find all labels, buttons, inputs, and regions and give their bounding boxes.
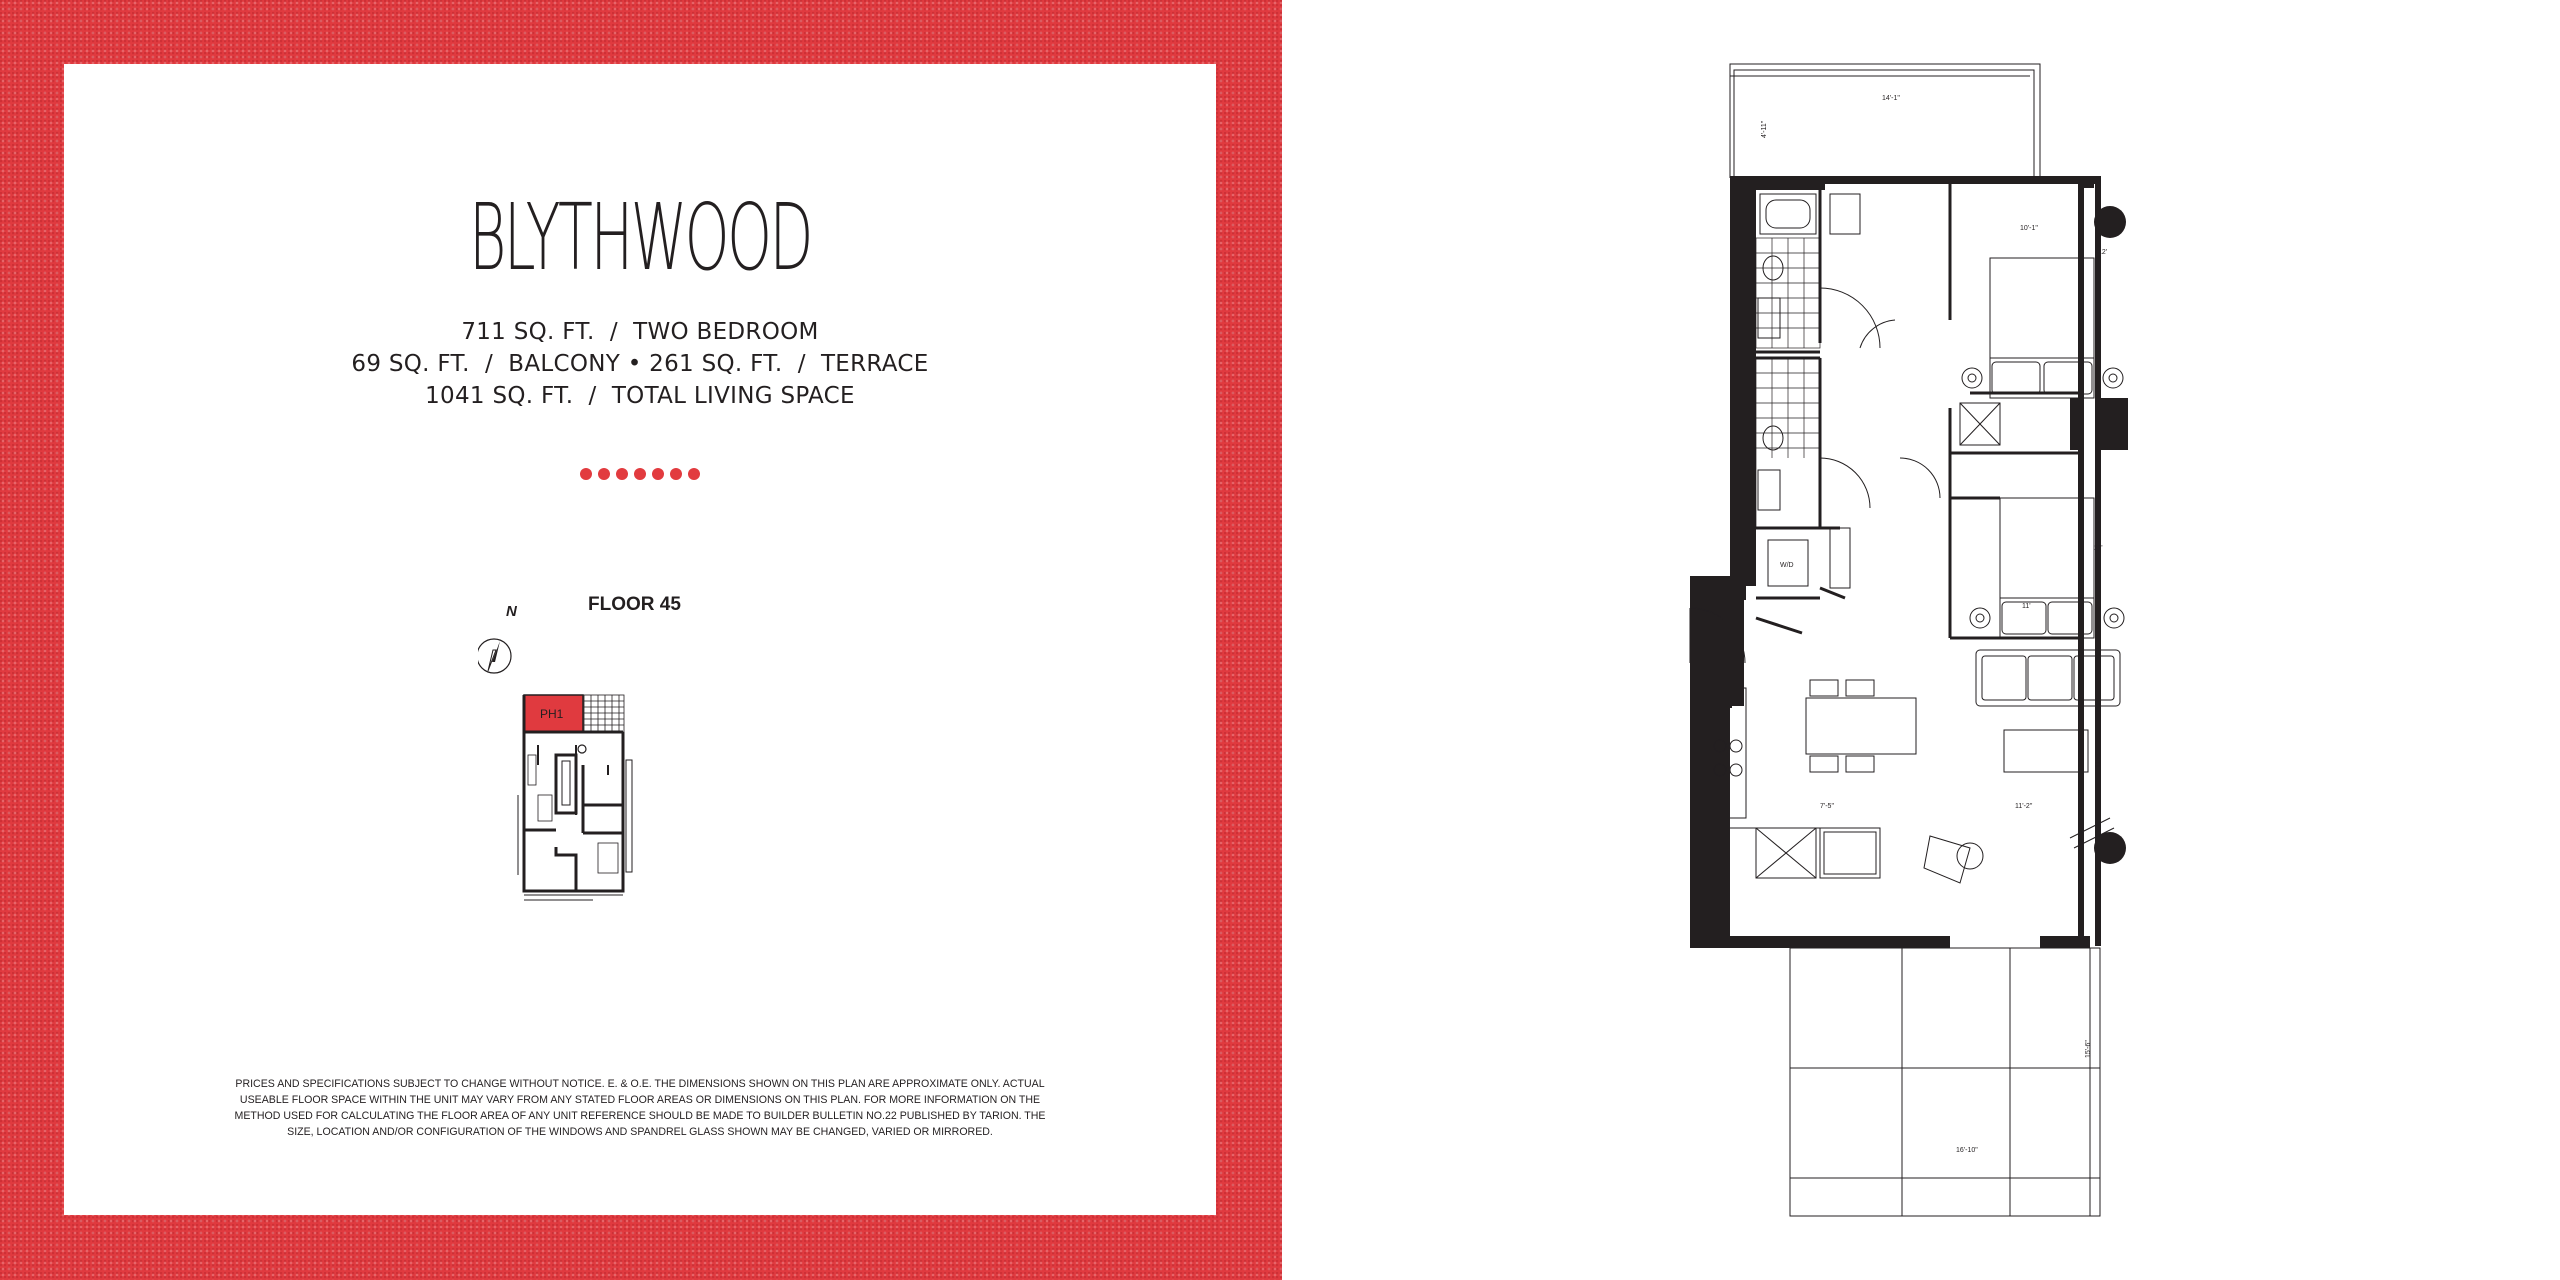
dimension-label: 11' xyxy=(2022,603,2031,610)
dimension-label: 10'-1" xyxy=(2020,225,2038,232)
unit-spec-size: 711 SQ. FT. / TWO BEDROOM xyxy=(461,319,819,345)
disclaimer-line: USEABLE FLOOR SPACE WITHIN THE UNIT MAY VARY FROM ANY STATED FLOOR AREAS OR DIMENSIONS ON THIS PLAN. FOR MORE INFORMATION ON THE xyxy=(239,1094,1041,1106)
disclaimer-line: SIZE, LOCATION AND/OR CONFIGURATION OF THE WINDOWS AND SPANDREL GLASS SHOWN MAY BE CHANGED, VARIED OR MIRRORED. xyxy=(287,1126,993,1138)
dot xyxy=(652,468,664,480)
dot xyxy=(598,468,610,480)
living-furniture xyxy=(1806,650,2120,883)
key-plan-floor-label: FLOOR 45 xyxy=(588,594,681,615)
key-plan-terrace xyxy=(584,695,624,732)
dimension-label: 11'-2" xyxy=(2095,750,2102,768)
disclaimer-line: PRICES AND SPECIFICATIONS SUBJECT TO CHANGE WITHOUT NOTICE. E. & O.E. THE DIMENSIONS SHOWN ON THIS PLAN ARE APPROXIMATE ONLY. ACTUAL xyxy=(235,1078,1045,1090)
north-label: N xyxy=(506,603,517,620)
balcony xyxy=(1730,64,2040,178)
kitchen xyxy=(1710,688,1880,878)
laundry-label: W/D xyxy=(1780,562,1794,569)
dot xyxy=(670,468,682,480)
dimension-label: 15'-6" xyxy=(2085,1040,2092,1058)
disclaimer-line: METHOD USED FOR CALCULATING THE FLOOR AREA OF ANY UNIT REFERENCE SHOULD BE MADE TO BUILDER BULLETIN NO.22 PUBLISHED BY TARION. THE xyxy=(234,1110,1046,1122)
dot xyxy=(634,468,646,480)
dimension-label: 4'-11" xyxy=(1761,120,1768,138)
decorative-dots xyxy=(64,468,1216,480)
dot xyxy=(616,468,628,480)
unit-floor-plan xyxy=(1670,58,2190,1218)
dimension-label: 11'-2" xyxy=(2015,803,2033,810)
legal-disclaimer xyxy=(214,1076,1066,1140)
exterior-walls xyxy=(1690,176,2101,948)
terrace xyxy=(1790,948,2100,1216)
dot xyxy=(688,468,700,480)
dimension-label: 11' xyxy=(2094,545,2103,552)
unit-spec-total: 1041 SQ. FT. / TOTAL LIVING SPACE xyxy=(425,383,855,409)
dimension-label: 7'-5" xyxy=(1820,803,1834,810)
dimension-label: 14'-1" xyxy=(1882,95,1900,102)
dot xyxy=(580,468,592,480)
unit-spec-outdoor: 69 SQ. FT. / BALCONY • 261 SQ. FT. / TERRACE xyxy=(351,351,929,377)
unit-name: BLYTHWOOD xyxy=(469,184,811,291)
compass-icon xyxy=(478,639,511,673)
dimension-label: 16'-10" xyxy=(1956,1147,1978,1154)
info-card xyxy=(64,64,1216,1215)
dimension-label: 12' xyxy=(2098,249,2108,256)
key-plan-diagram xyxy=(478,615,808,955)
bathroom-tile-grid xyxy=(1756,238,1820,528)
key-plan-unit-tag: PH1 xyxy=(540,707,564,721)
